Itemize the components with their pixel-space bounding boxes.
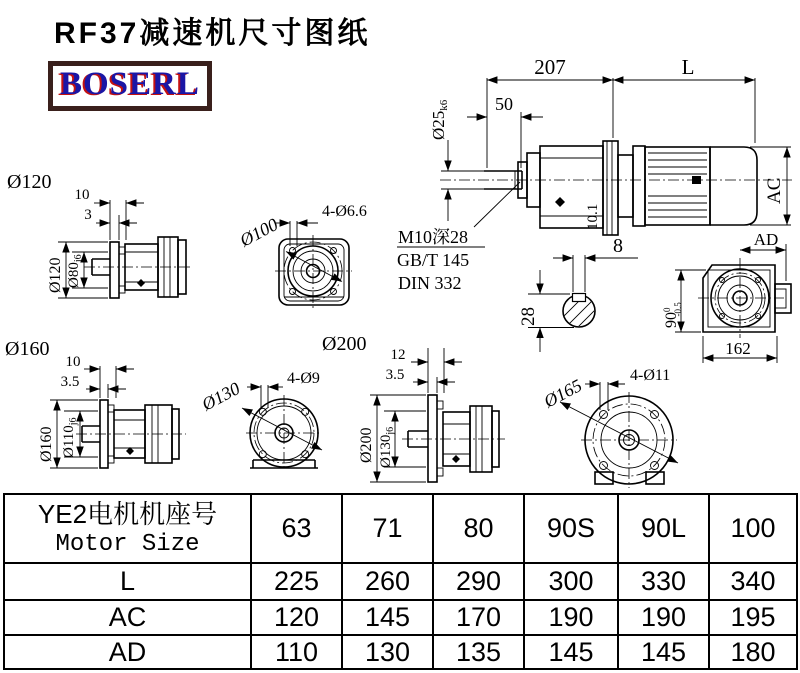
flange-view-d200 <box>358 347 505 482</box>
motor-nameplate <box>692 176 701 184</box>
dim-key-height: 28 <box>518 307 539 326</box>
dim-L: L <box>681 55 695 79</box>
flange-face-view-d100 <box>236 203 367 308</box>
terminal-box <box>775 284 791 313</box>
oil-plug-icon <box>555 197 565 207</box>
fan-cover <box>710 147 757 225</box>
dim-inner-d80: $Ø80_{j6}$ <box>66 254 84 288</box>
holes-d11: 4-Ø11 <box>630 367 671 384</box>
size-col-90s: 90S <box>524 494 618 563</box>
dim-50: 50 <box>495 94 513 114</box>
dim-AD: AD <box>753 230 779 249</box>
standard-gbt: GB/T 145 <box>397 250 470 270</box>
view-label-d200: Ø200 <box>322 333 367 355</box>
dim-inner-d130: $Ø130_{j6}$ <box>378 426 396 468</box>
oil-plug-icon <box>137 279 145 287</box>
size-col-63: 63 <box>251 494 342 563</box>
row-label-AC: AC <box>4 600 251 635</box>
main-assembly-view <box>397 55 792 293</box>
cell-AC-90l: 190 <box>618 600 709 635</box>
view-label-d130: Ø130 <box>198 378 244 415</box>
dim-3-5: 3.5 <box>385 367 405 383</box>
holes-d9: 4-Ø9 <box>287 370 320 387</box>
terminal-box-top-view <box>662 230 791 363</box>
dim-outer-d160: Ø160 <box>38 426 55 462</box>
cell-L-90l: 330 <box>618 563 709 600</box>
size-col-90l: 90L <box>618 494 709 563</box>
cell-L-90s: 300 <box>524 563 618 600</box>
keyway <box>573 294 586 302</box>
cell-L-100: 340 <box>709 563 797 600</box>
row-label-AD: AD <box>4 635 251 669</box>
size-col-80: 80 <box>433 494 524 563</box>
cell-AD-80: 135 <box>433 635 524 669</box>
table-header-row <box>4 494 797 563</box>
dim-outer-d200: Ø200 <box>358 427 375 463</box>
dim-AC: AC <box>764 177 785 204</box>
cell-AC-100: 195 <box>709 600 797 635</box>
dim-10: 10 <box>74 187 90 203</box>
dim-shaft-diameter: Ø25k6 <box>429 99 450 140</box>
cell-L-71: 260 <box>342 563 433 600</box>
view-label-d165: Ø165 <box>540 375 586 412</box>
cell-AC-63: 120 <box>251 600 342 635</box>
table-row-L <box>4 563 797 600</box>
cell-AD-90s: 145 <box>524 635 618 669</box>
flange-view-d160 <box>5 338 186 468</box>
standard-din: DIN 332 <box>398 273 462 293</box>
dim-3: 3 <box>84 207 92 223</box>
view-label-d160: Ø160 <box>5 338 50 360</box>
dim-207: 207 <box>534 55 566 79</box>
motor-size-table <box>3 493 798 670</box>
view-label-d100: Ø100 <box>236 214 282 251</box>
view-label-d120: Ø120 <box>7 171 52 193</box>
dim-162: 162 <box>725 339 751 358</box>
size-col-71: 71 <box>342 494 433 563</box>
dim-10: 10 <box>65 354 81 370</box>
cell-AC-71: 145 <box>342 600 433 635</box>
cell-AD-90l: 145 <box>618 635 709 669</box>
dim-10-1: 10.1 <box>585 203 601 230</box>
table-row-AD <box>4 635 797 669</box>
oil-plug-icon <box>452 455 460 463</box>
cell-AC-80: 170 <box>433 600 524 635</box>
dim-3-5: 3.5 <box>60 374 80 390</box>
thread-note: M10深28 <box>398 227 469 247</box>
dim-12: 12 <box>390 347 406 363</box>
cell-L-80: 290 <box>433 563 524 600</box>
dim-outer-d120: Ø120 <box>47 257 64 293</box>
cell-AC-90s: 190 <box>524 600 618 635</box>
shaft-key-section-view <box>518 235 638 352</box>
holes-d6-6: 4-Ø6.6 <box>322 203 367 220</box>
dim-inner-d110: $Ø110_{j6}$ <box>61 417 79 458</box>
table-row-AC <box>4 600 797 635</box>
flange-view-d120 <box>7 171 192 298</box>
page-title: RF37减速机尺寸图纸 <box>54 17 371 50</box>
cell-AD-71: 130 <box>342 635 433 669</box>
motor-size-header-cell <box>4 494 251 563</box>
boserl-logo-text: BOSERL <box>60 66 200 102</box>
flange-face-view-d165 <box>540 367 678 488</box>
header-en: Motor Size <box>55 530 200 558</box>
cell-AD-100: 180 <box>709 635 797 669</box>
cell-L-63: 225 <box>251 563 342 600</box>
cell-AD-63: 110 <box>251 635 342 669</box>
header-cn: YE2电机机座号 <box>37 499 218 530</box>
motor-fins <box>648 153 707 217</box>
size-col-100: 100 <box>709 494 797 563</box>
flange-face-view-d130 <box>198 333 367 471</box>
dim-key-width: 8 <box>613 235 623 257</box>
dim-90-tolerance: $90^0-0.5$ <box>662 302 683 328</box>
row-label-L: L <box>4 563 251 600</box>
